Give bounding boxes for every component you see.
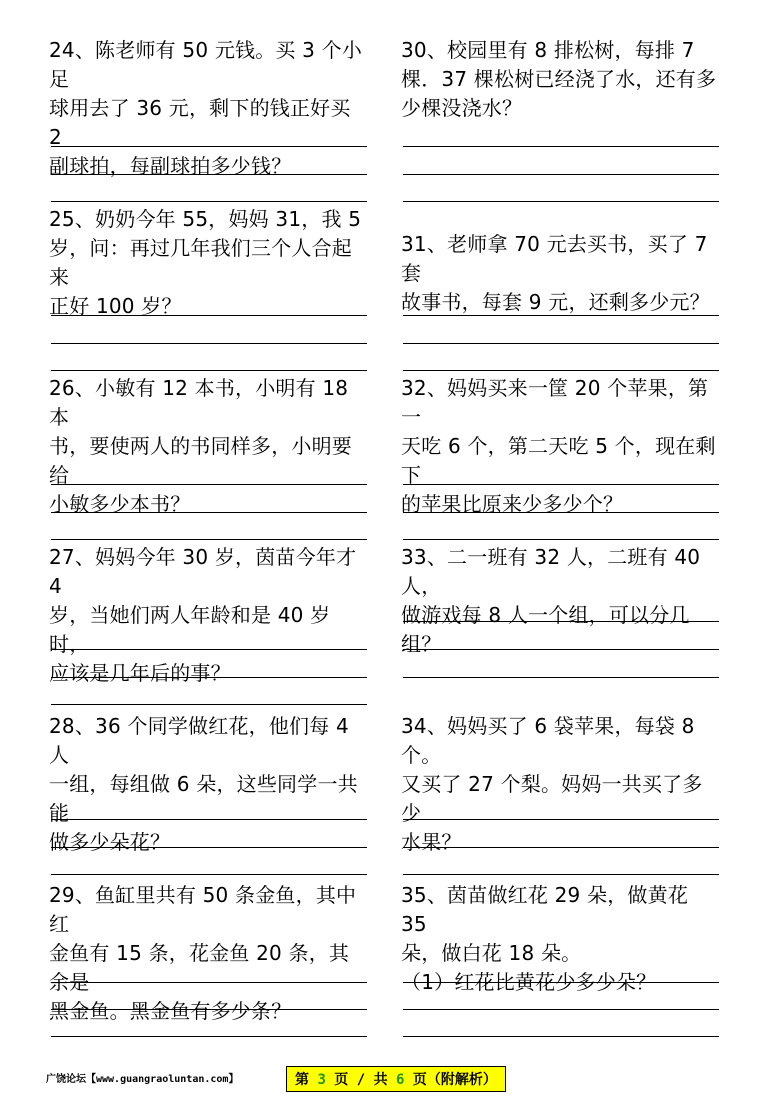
problem-text: 25、奶奶今年 55，妈妈 31，我 5 岁，问：再过几年我们三个人合起来 正好 100 岁？ [49,207,362,318]
answer-line [51,677,367,678]
problem-text: 28、36 个同学做红花，他们每 4 人 一组，每组做 6 朵，这些同学一共能 做多少朵花？ [49,714,358,854]
answer-line [51,874,367,875]
page-indicator [286,1066,506,1092]
footer-site-text: 广饶论坛【www.guangraoluntan.com】 [46,1074,239,1085]
answer-line [51,819,367,820]
answer-line [403,370,719,371]
problem-text: 32、妈妈买来一筐 20 个苹果，第一 天吃 6 个，第二天吃 5 个，现在剩下 的苹果比原来少多少个？ [401,376,716,516]
answer-line [51,649,367,650]
answer-line [403,343,719,344]
answer-line [403,315,719,316]
problem-24 [45,36,367,205]
answer-line [403,1009,719,1010]
answer-line [403,174,719,175]
problem-32 [397,374,719,543]
problem-text: 35、茵苗做红花 29 朵，做黄花 35 朵，做白花 18 朵。 （1）红花比黄花少多少朵？ [401,883,689,994]
problem-26 [45,374,367,543]
page-prefix: 第 [295,1072,318,1088]
answer-line [51,1009,367,1010]
problem-30 [397,36,719,205]
answer-line [403,484,719,485]
answer-line [51,484,367,485]
answer-line [403,649,719,650]
page-total: 6 [396,1072,405,1088]
left-column [45,36,367,1050]
problem-text: 31、老师拿 70 元去买书，买了 7 套 故事书，每套 9 元，还剩多少元？ [401,232,710,314]
problem-text: 27、妈妈今年 30 岁，茵苗今年才 4 岁，当她们两人年龄和是 40 岁时， 应该是几年后的事？ [49,545,357,685]
answer-line [403,146,719,147]
answer-line [51,982,367,983]
problem-text: 34、妈妈买了 6 袋苹果，每袋 8 个。 又买了 27 个梨。妈妈一共买了多少 水果？ [401,714,703,854]
problem-34 [397,712,719,881]
answer-line [51,847,367,848]
answer-line [403,819,719,820]
answer-line [403,847,719,848]
answer-line [51,512,367,513]
answer-line [403,201,719,202]
answer-line [51,539,367,540]
answer-line [403,874,719,875]
answer-line [403,539,719,540]
problem-29 [45,881,367,1050]
problem-text: 30、校园里有 8 排松树，每排 7 棵．37 棵松树已经浇了水，还有多 少棵没浇水？ [401,38,717,120]
problem-text: 24、陈老师有 50 元钱。买 3 个小足 球用去了 36 元，剩下的钱正好买 2 副球拍，每副球拍多少钱？ [49,38,363,178]
answer-line [51,704,367,705]
answer-line [51,370,367,371]
problem-31 [397,205,719,374]
problem-35 [397,881,719,1050]
problem-28 [45,712,367,881]
right-column [397,36,719,1050]
answer-line [51,201,367,202]
answer-line [51,315,367,316]
problem-text: 33、二一班有 32 人，二班有 40 人， 做游戏每 8 人一个组，可以分几组？ [401,545,701,656]
problem-33 [397,543,719,712]
problem-25 [45,205,367,374]
page-middle: 页 / 共 [325,1072,397,1088]
problem-27 [45,543,367,712]
problem-text: 26、小敏有 12 本书，小明有 18 本 书，要使两人的书同样多，小明要给 小敏多少本书？ [49,376,352,516]
answer-line [51,174,367,175]
answer-line [403,982,719,983]
answer-line [51,1036,367,1037]
page-suffix: 页（附解析） [404,1072,497,1088]
page-current: 3 [317,1072,326,1088]
answer-line [403,1036,719,1037]
answer-line [51,146,367,147]
answer-line [403,512,719,513]
answer-line [403,621,719,622]
answer-line [51,343,367,344]
problem-text: 29、鱼缸里共有 50 条金鱼，其中红 金鱼有 15 条，花金鱼 20 条，其余是 黑金鱼。黑金鱼有多少条？ [49,883,357,1023]
answer-line [403,677,719,678]
